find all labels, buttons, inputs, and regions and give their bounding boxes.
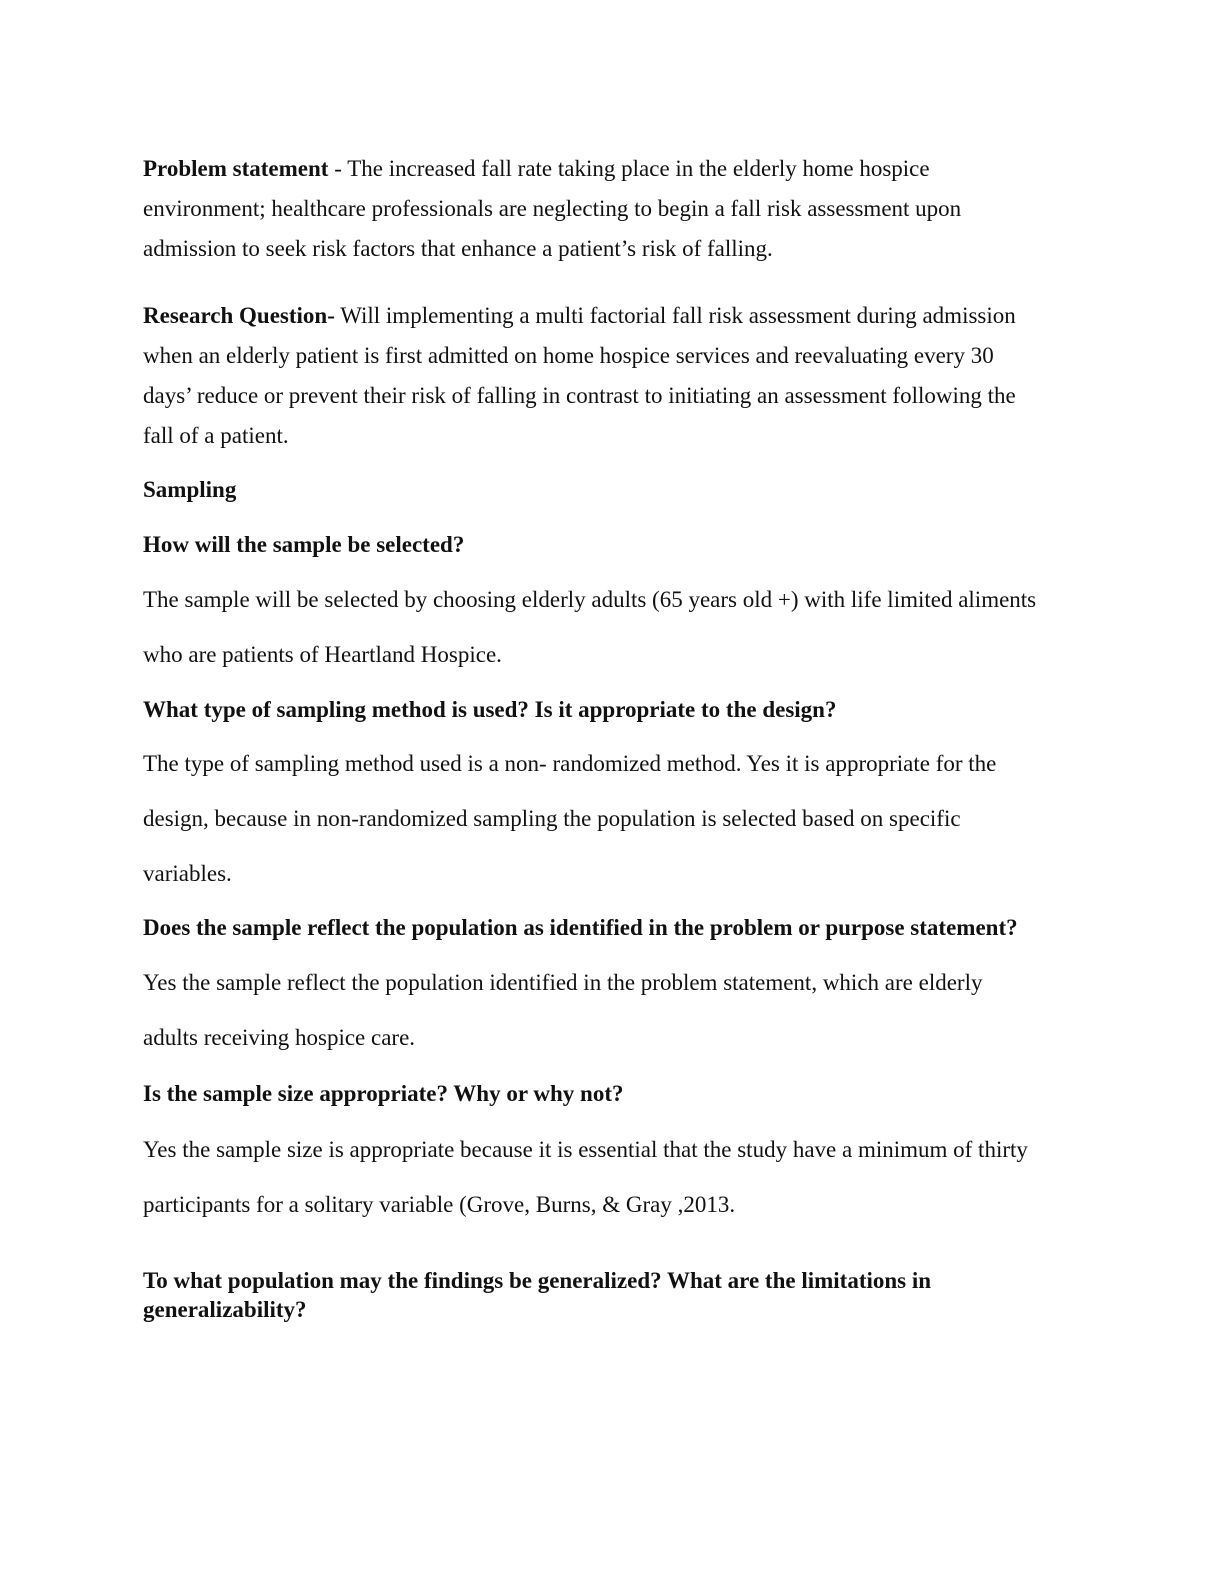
research-question-label: Research Question- — [143, 303, 335, 328]
question-heading: What type of sampling method is used? Is it appropriate to the design? — [143, 697, 837, 722]
answer-line: adults receiving hospice care. — [143, 1025, 416, 1050]
sampling-heading: Sampling — [143, 477, 237, 502]
answer-line: design, because in non-randomized sampling the population is selected based on specific — [143, 806, 961, 831]
answer-paragraph — [143, 955, 1078, 1065]
problem-statement-text: The increased fall rate taking place in the elderly home hospice — [347, 156, 930, 181]
problem-statement-line: admission to seek risk factors that enhance a patient’s risk of falling. — [143, 236, 773, 261]
research-question-line: when an elderly patient is first admitted on home hospice services and reevaluating every 30 — [143, 343, 994, 368]
question-line: generalizability? — [143, 1297, 307, 1322]
answer-line: Yes the sample reflect the population identified in the problem statement, which are elderly — [143, 970, 983, 995]
research-question-line — [143, 296, 1078, 336]
answer-line: The sample will be selected by choosing elderly adults (65 years old +) with life limited aliments — [143, 587, 1037, 612]
research-question-line: days’ reduce or prevent their risk of falling in contrast to initiating an assessment following the — [143, 383, 1016, 408]
answer-paragraph — [143, 1122, 1078, 1232]
answer-line: The type of sampling method used is a non- randomized method. Yes it is appropriate for the — [143, 751, 997, 776]
question-heading: Is the sample size appropriate? Why or why not? — [143, 1081, 624, 1106]
problem-statement-separator: - — [328, 156, 348, 181]
answer-paragraph — [143, 572, 1078, 682]
question-heading: Does the sample reflect the population as identified in the problem or purpose statement? — [143, 915, 1018, 940]
question-heading: How will the sample be selected? — [143, 532, 465, 557]
problem-statement-line: environment; healthcare professionals are neglecting to begin a fall risk assessment upon — [143, 196, 962, 221]
research-question-paragraph — [143, 296, 1078, 456]
research-question-text: Will implementing a multi factorial fall risk assessment during admission — [334, 303, 1016, 328]
problem-statement-line — [143, 149, 1078, 189]
answer-paragraph — [143, 736, 1078, 901]
answer-line: who are patients of Heartland Hospice. — [143, 642, 502, 667]
problem-statement-paragraph — [143, 149, 1078, 269]
problem-statement-label: Problem statement — [143, 156, 329, 181]
research-question-line: fall of a patient. — [143, 423, 289, 448]
generalization-question-heading — [143, 1266, 1078, 1324]
answer-line: participants for a solitary variable (Grove, Burns, & Gray ,2013. — [143, 1192, 736, 1217]
answer-line: Yes the sample size is appropriate because it is essential that the study have a minimum of thirty — [143, 1137, 1028, 1162]
question-line: To what population may the findings be generalized? What are the limitations in — [143, 1268, 932, 1293]
answer-line: variables. — [143, 861, 232, 886]
